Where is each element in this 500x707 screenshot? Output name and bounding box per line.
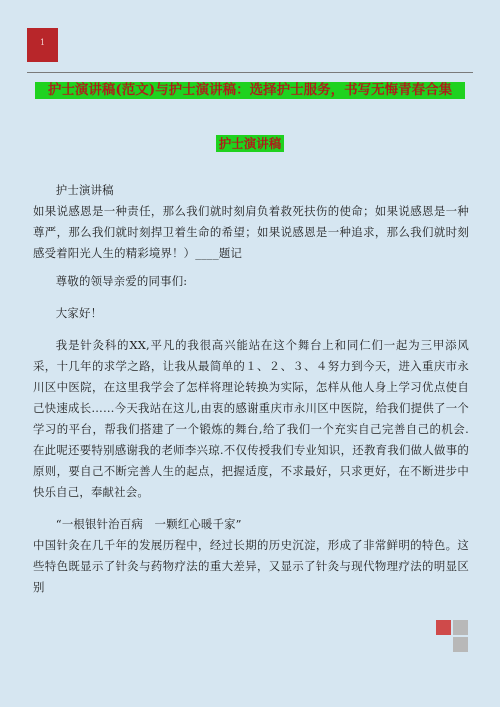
quote-heading: “一根银针治百病 一颗红心暖千家”: [55, 517, 242, 531]
intro-paragraph: 我是针灸科的XX,平凡的我很高兴能站在这个舞台上和同仁们一起为三甲添风采，十几年的求学之路，让我从最简单的１、２、３、４努力到今天，进入重庆市永川区中医院，在这里我学会了怎样将理论转换为实际，怎样从他人身上学习优点使自己快速成长……今天我站在这儿,由衷的感谢重庆市永川区中医院，给我们提供了一个学习的平台，帮我们搭建了一个锻炼的舞台,给了我们一个充实自己完善自己的机会.在此呢还要特别感谢我的老师李兴琼.不仅传授我们专业知识，还教育我们做人做事的原则，要自己不断完善人生的起点，把握适度，不求最好，只求更好，在不断进步中快乐自己，奉献社会。: [33, 338, 469, 499]
page-number-badge: 1: [27, 28, 58, 62]
corner-square-gray: [453, 637, 468, 652]
section-title: 护士演讲稿: [216, 135, 284, 152]
corner-square-red: [436, 620, 451, 635]
document-title: 护士演讲稿(范文)与护士演讲稿：选择护士服务，书写无悔青春合集: [35, 82, 465, 99]
document-body: [33, 180, 469, 598]
salutation: 尊敬的领导亲爱的同事们:: [55, 274, 188, 288]
corner-square-gray: [453, 620, 468, 635]
speech-heading: 护士演讲稿: [55, 183, 114, 197]
epigraph-paragraph: 如果说感恩是一种责任，那么我们就时刻肩负着救死扶伤的使命；如果说感恩是一种尊严，那么我们就时刻捍卫着生命的希望；如果说感恩是一种追求，那么我们就时刻感受着阳光人生的精彩境界！）____题记: [33, 204, 469, 260]
corner-decoration: [436, 620, 468, 652]
header-divider: [27, 72, 473, 73]
greeting: 大家好！: [55, 306, 103, 320]
acupuncture-paragraph: 中国针灸在几千年的发展历程中，经过长期的历史沉淀，形成了非常鲜明的特色。这些特色既显示了针灸与药物疗法的重大差异，又显示了针灸与现代物理疗法的明显区别: [33, 538, 469, 594]
